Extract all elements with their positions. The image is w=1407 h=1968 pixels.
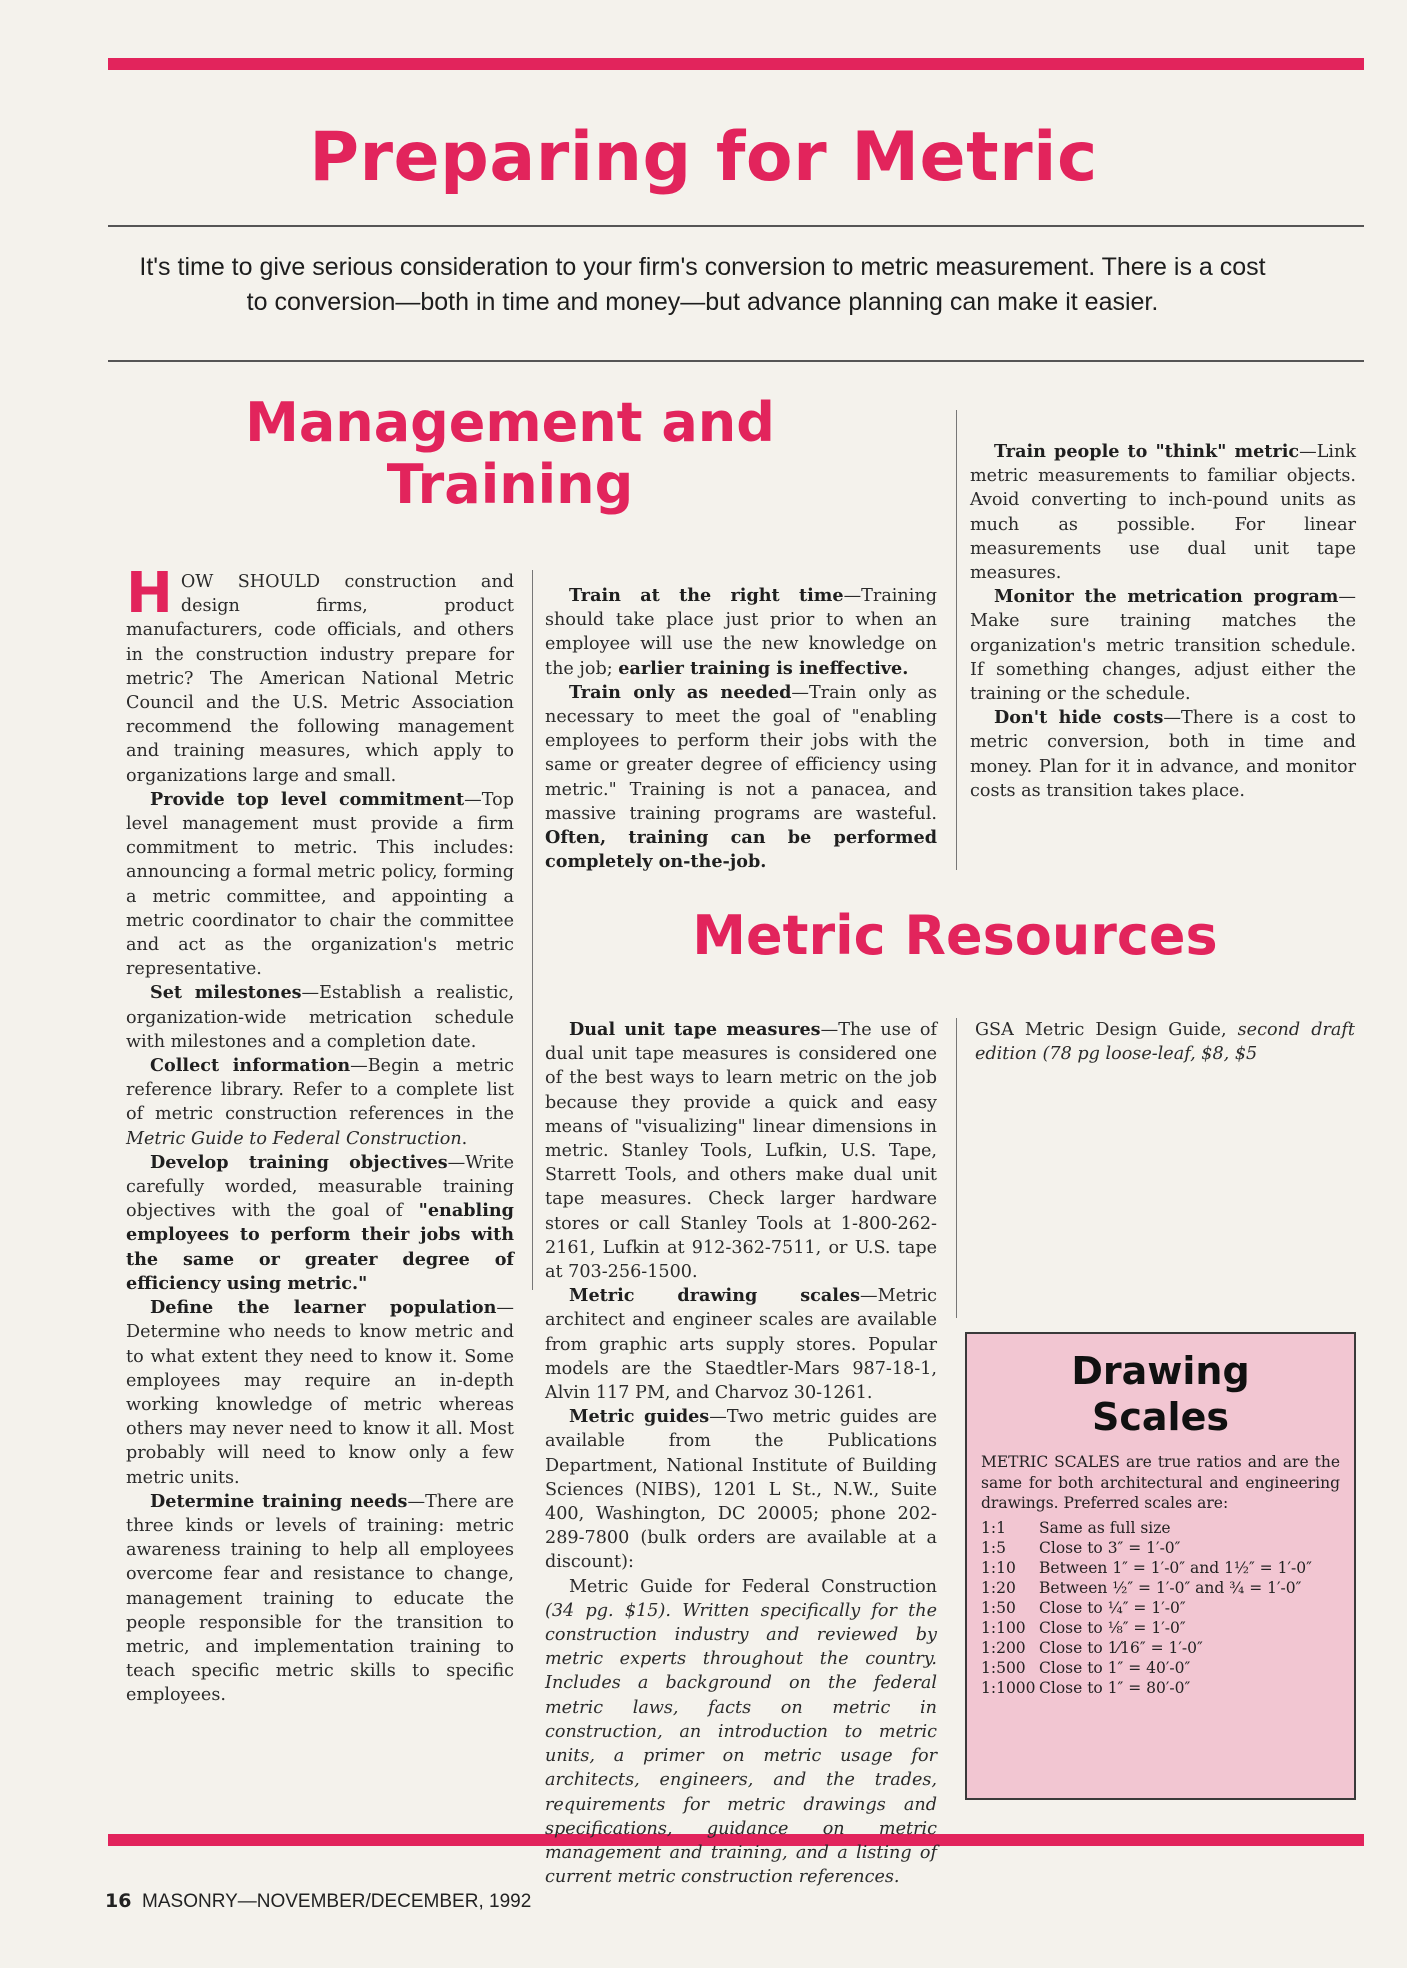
scale-row	[981, 1638, 1340, 1658]
column-divider-2	[956, 410, 957, 870]
management-item	[970, 440, 1356, 585]
scale-ratio: 1:10	[981, 1558, 1016, 1577]
item-text: —There is a cost to metric conversion, both in time and money. Plan for it in advance, and monitor costs as transition takes place.	[970, 708, 1357, 801]
item-lead: Determine training needs	[150, 1490, 408, 1512]
scale-ratio: 1:50	[981, 1598, 1016, 1617]
management-item	[545, 584, 937, 681]
item-text: —Top level management must provide a firm commitment to metric. This includes: announcing a formal metric policy, forming a metric committee, and appointing a metric coordinator to chair the committee and act as the organization's metric representative.	[126, 789, 514, 980]
item-text: —Establish a realistic, organization-wide metrication schedule with milestones and a completion date.	[126, 983, 514, 1052]
scale-description: Same as full size	[1039, 1518, 1171, 1537]
resource-item	[545, 1405, 937, 1574]
item-text: —Link metric measurements to familiar objects. Avoid converting to inch-pound units as much as possible. For linear measurements use dual unit tape measures.	[970, 442, 1356, 584]
guide-description: second draft edition (78 pg loose-leaf, $8, $5	[975, 1020, 1355, 1065]
item-text: —The use of dual unit tape measures is considered one of the best ways to learn metric on the job because they provide a quick and easy means of "visualizing" linear dimensions in metric. Stanley Tools, Lufkin, U.S. Tape, Starrett Tools, and others make dual unit tape measures. Check larger hardware stores or call Stanley Tools at 1-800-262-2161, Lufkin at 912-362-7511, or U.S. tape at 703-256-1500.	[545, 1020, 937, 1283]
management-column-2	[545, 584, 937, 874]
item-text: —Make sure training matches the organization's metric transition schedule. If something changes, adjust either the training or the schedule.	[970, 587, 1356, 705]
scale-ratio: 1:1	[981, 1518, 1006, 1537]
management-column-1	[126, 561, 514, 1708]
drawing-scales-title-line1: Drawing	[1071, 1349, 1250, 1393]
management-item	[970, 706, 1356, 803]
item-text: —Determine who needs to know metric and to what extent they need to know it. Some employees may require an in-depth working knowledge of metric whereas others may never need to know it all. Most probably will need to know only a few metric units.	[126, 1298, 514, 1488]
resources-heading: Metric Resources	[692, 904, 1218, 967]
item-lead: Train at the right time	[569, 585, 844, 606]
title-divider	[108, 225, 1364, 227]
footer-publication: MASONRY—NOVEMBER/DECEMBER, 1992	[142, 1891, 532, 1912]
top-accent-bar	[108, 58, 1364, 70]
resource-item	[545, 1284, 937, 1405]
scale-ratio: 1:200	[981, 1638, 1026, 1657]
scale-row	[981, 1578, 1340, 1598]
management-item	[126, 788, 514, 982]
scale-description: Close to 1″ = 40′-0″	[1039, 1658, 1191, 1677]
intro-divider	[108, 360, 1364, 362]
item-lead: Dual unit tape measures	[569, 1019, 821, 1040]
item-lead: Train only as needed	[569, 681, 792, 703]
scale-ratio: 1:500	[981, 1658, 1026, 1677]
item-text: —Two metric guides are available from the Publications Department, National Institute of Building Sciences (NIBS), 1201 L St., N.W., Suite 400, Washington, DC 20005; phone 202-289-7800 (bulk orders are available at a discount):	[545, 1407, 937, 1573]
item-bold-tail: "enabling employees to perform their jobs with the same or greater degree of efficiency using metric."	[126, 1200, 514, 1294]
resource-guide-2	[975, 1018, 1355, 1066]
item-lead: Metric drawing scales	[569, 1285, 861, 1307]
scale-row	[981, 1538, 1340, 1558]
management-item	[970, 585, 1356, 706]
guide-name: Metric Guide for Federal Construction	[569, 1576, 937, 1597]
management-item	[126, 981, 514, 1054]
item-bold-tail: earlier training is ineffective.	[618, 657, 909, 679]
item-bold-tail: Often, training can be performed completely on-the-job.	[545, 827, 937, 873]
scale-row	[981, 1678, 1340, 1698]
scale-row	[981, 1618, 1340, 1638]
article-intro: It's time to give serious consideration to your firm's conversion to metric measurement. There is a cost to conversion—both in time and money—but advance planning can make it easier.	[139, 253, 1266, 316]
drawing-scales-title-line2: Scales	[1092, 1395, 1229, 1439]
item-text: —Begin a metric reference library. Refer to a complete list of metric construction references in the	[126, 1056, 514, 1125]
item-italic: Metric Guide to Federal Construction	[126, 1128, 462, 1149]
item-text: —There are three kinds or levels of training: metric awareness training to help all employees overcome fear and resistance to change, management training to educate the people responsible for the transition to metric, and implementation training to teach specific metric skills to specific employees.	[126, 1491, 514, 1706]
resource-item	[545, 1018, 937, 1284]
management-heading-line2: Training	[386, 453, 634, 516]
item-lead: Provide top level commitment	[150, 788, 465, 810]
scale-ratio: 1:5	[981, 1538, 1006, 1557]
item-lead: Set milestones	[150, 982, 302, 1004]
page-number: 16	[105, 1890, 132, 1912]
item-text: —Train only as necessary to meet the goal of "enabling employees to perform their jobs with the same or greater degree of efficiency using metric." Training is not a panacea, and massive training programs are wasteful.	[545, 682, 937, 824]
resources-column-2	[975, 1018, 1355, 1066]
scale-ratio: 1:20	[981, 1578, 1016, 1597]
item-lead: Define the learner population	[150, 1297, 497, 1319]
management-item	[126, 1151, 514, 1296]
resources-column-1	[545, 1018, 937, 1889]
scale-description: Between 1″ = 1′-0″ and 1½″ = 1′-0″	[1039, 1558, 1312, 1577]
management-opening	[126, 561, 514, 788]
item-lead: Metric guides	[569, 1406, 710, 1428]
management-opening-text: OW SHOULD construction and design firms, product manufacturers, code officials, and others in the construction industry prepare for metric? The American National Metric Council and the U.S. Metric Association recommend the following management and training measures, which apply to organizations large and small.	[126, 572, 514, 786]
column-divider-3	[956, 1018, 957, 1318]
item-lead: Train people to "think" metric	[994, 441, 1300, 462]
scale-description: Close to ⅛″ = 1′-0″	[1039, 1618, 1186, 1637]
page-footer	[105, 1890, 531, 1913]
item-tail: .	[461, 1128, 468, 1149]
scale-description: Close to 1″ = 80′-0″	[1039, 1678, 1191, 1697]
guide-name: GSA Metric Design Guide,	[975, 1020, 1238, 1040]
scale-row	[981, 1658, 1340, 1678]
scales-list	[981, 1518, 1340, 1698]
management-heading	[170, 392, 850, 516]
item-lead: Don't hide costs	[994, 707, 1164, 729]
item-text: —Metric architect and engineer scales are available from graphic arts supply stores. Popular models are the Staedtler-Mars 987-18-1, Alvin 117 PM, and Charvoz 30-1261.	[545, 1286, 937, 1404]
item-text: —Training should take place just prior to when an employee will use the new knowledge on the job;	[545, 586, 937, 679]
scale-row	[981, 1558, 1340, 1578]
item-lead: Develop training objectives	[150, 1151, 448, 1173]
drawing-scales-box	[965, 1332, 1356, 1800]
management-item	[126, 1490, 514, 1708]
item-lead: Monitor the metrication program	[994, 586, 1339, 608]
scale-row	[981, 1518, 1340, 1538]
scale-row	[981, 1598, 1340, 1618]
scale-description: Close to 3″ = 1′-0″	[1039, 1538, 1181, 1557]
drawing-scales-intro: METRIC SCALES are true ratios and are the same for both architectural and engineering drawings. Preferred scales are:	[981, 1453, 1340, 1512]
scale-description: Close to ¼″ = 1′-0″	[1039, 1598, 1186, 1617]
item-text: —Write carefully worded, measurable training objectives with the goal of	[126, 1152, 514, 1222]
management-heading-line1: Management and	[245, 391, 775, 454]
management-item	[126, 1054, 514, 1151]
scale-ratio: 1:1000	[981, 1678, 1036, 1697]
management-item	[545, 681, 937, 875]
drawing-scales-title	[967, 1348, 1354, 1440]
column-divider-1	[532, 570, 533, 1290]
management-item	[126, 1296, 514, 1490]
drop-cap: H	[126, 561, 173, 626]
scale-ratio: 1:100	[981, 1618, 1026, 1637]
article-title: Preparing for Metric	[309, 118, 1098, 197]
management-column-3	[970, 440, 1356, 803]
item-lead: Collect information	[150, 1055, 351, 1077]
resource-guide-1	[545, 1575, 937, 1890]
scale-description: Between ½″ = 1′-0″ and ¾ = 1′-0″	[1039, 1578, 1302, 1597]
guide-description: (34 pg. $15). Written specifically for the construction industry and reviewed by metric experts throughout the country. Includes a background on the federal metric laws, facts on metric in construction, an introduction to metric units, a primer on metric usage for architects, engineers, and the trades, requirements for metric drawings and specifications, guidance on metric management and training, and a listing of current metric construction references.	[545, 1600, 937, 1888]
scale-description: Close to 1⁄16″ = 1′-0″	[1039, 1638, 1203, 1657]
